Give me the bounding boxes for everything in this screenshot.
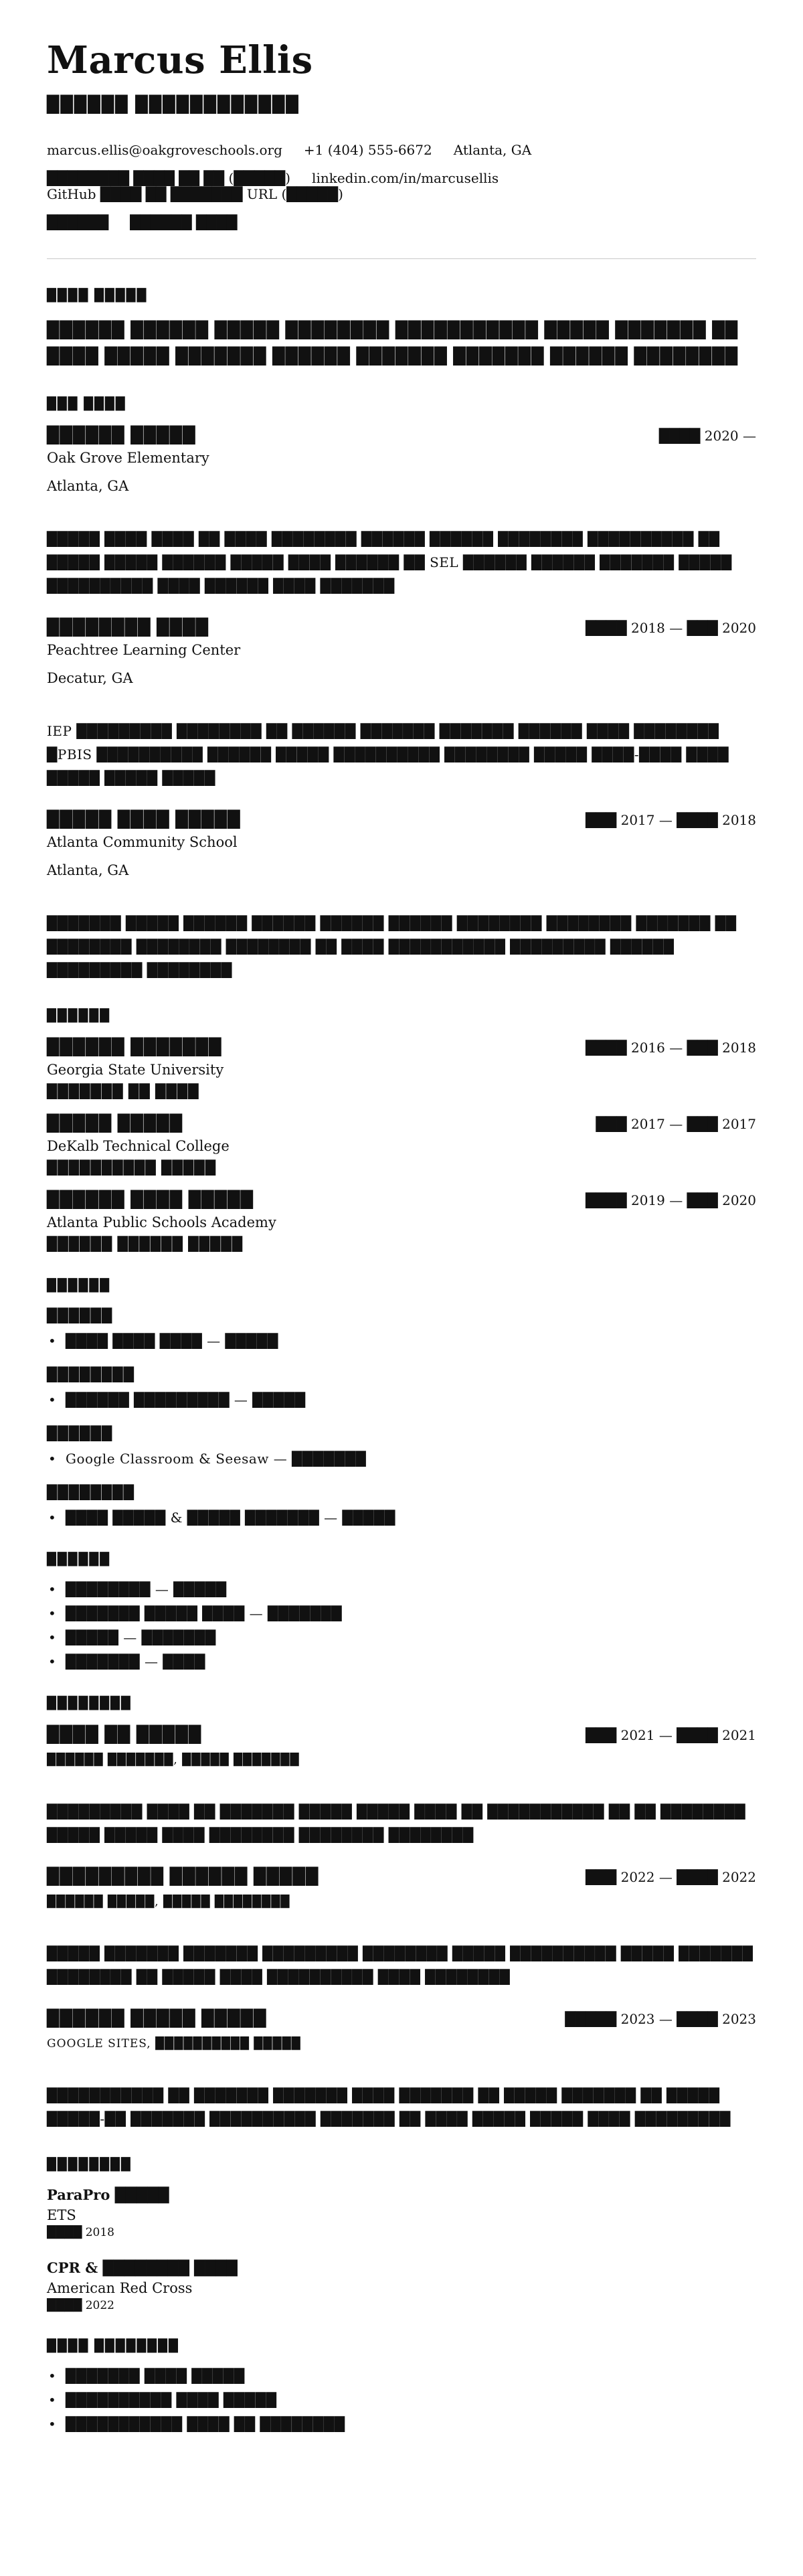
- skill-item: • ████ ████ ████ — █████: [47, 1333, 756, 1349]
- education-entry: [47, 1038, 756, 1099]
- header-divider: [47, 258, 756, 259]
- extra-info-1: ██████: [47, 214, 109, 230]
- interest-item: • ███████████ ████ ██ ████████: [47, 2416, 756, 2432]
- project-subtitle: ██████ ███████, █████ ███████: [47, 1753, 300, 1767]
- section-title-languages: ██████: [47, 1552, 111, 1566]
- project-description: █████ ███████ ███████ █████████ ████████ █████ ██████████ █████ ███████ ████████ ██ █████ ████ ██████████ ████ ████████: [47, 1945, 753, 1985]
- skill-item: • ████ █████ & █████ ███████ — █████: [47, 1510, 756, 1526]
- project-dates: ███ 2021 — ████ 2021: [586, 1726, 756, 1743]
- employer-name: Atlanta Community School: [47, 833, 238, 850]
- education-dates: ███ 2017 — ███ 2017: [596, 1115, 756, 1132]
- headline: ██████ ████████████: [47, 94, 300, 114]
- certification-name: ParaPro █████: [47, 2186, 169, 2203]
- section-title-experience: ███ ████: [47, 396, 126, 411]
- language-item: • ███████ █████ ████ — ███████: [47, 1605, 756, 1621]
- employer-name: Peachtree Learning Center: [47, 641, 241, 658]
- resume-header: [47, 40, 756, 230]
- education-detail: ██████████ █████: [47, 1159, 217, 1176]
- job-title: ████████ ████: [47, 617, 209, 637]
- project-dates: ███ 2022 — ████ 2022: [586, 1868, 756, 1885]
- languages-section: [47, 1552, 756, 1670]
- github-link[interactable]: GitHub ████ ██ ███████ URL (█████): [47, 185, 343, 202]
- job-description: ███████ █████ ██████ ██████ ██████ ██████ ████████ ████████ ███████ ██ ████████ ████████ ████████ ██ ████ ███████████ █████████ ██████ █████████ ████████: [47, 914, 737, 978]
- linkedin-link[interactable]: linkedin.com/in/marcusellis: [312, 169, 499, 186]
- skill-item: • ██████ █████████ — █████: [47, 1392, 756, 1408]
- job-title: ██████ █████: [47, 425, 196, 445]
- job-dates: ████ 2020 —: [658, 427, 756, 444]
- project-entry: [47, 1867, 756, 1989]
- project-dates: █████ 2023 — ████ 2023: [565, 2010, 756, 2027]
- certification-issuer: ETS: [47, 2206, 76, 2223]
- job-title: █████ ████ █████: [47, 809, 241, 829]
- website-link[interactable]: ████████ ████ ██ ██ (█████): [47, 169, 291, 186]
- skill-group: [47, 1425, 756, 1467]
- school-name: Georgia State University: [47, 1061, 224, 1078]
- education-section: [47, 1009, 756, 1252]
- extra-info-2: ██████ ████: [130, 214, 238, 230]
- certifications-section: [47, 2158, 756, 2312]
- contact-row-links: [47, 170, 756, 202]
- certification-date: ████ 2022: [47, 2298, 114, 2312]
- email-link[interactable]: marcus.ellis@oakgroveschools.org: [47, 141, 282, 158]
- project-title: █████████ ██████ █████: [47, 1866, 319, 1886]
- section-title-education: ██████: [47, 1008, 111, 1023]
- education-entry: [47, 1190, 756, 1252]
- skill-group-name: ████████: [47, 1366, 135, 1382]
- project-subtitle: GOOGLE SITES, ██████████ █████: [47, 2036, 301, 2050]
- section-title-summary: ████ █████: [47, 288, 148, 303]
- certification-entry: [47, 2259, 756, 2312]
- summary-text: ██████ ██████ █████ ████████ ███████████ █████ ███████ ██ ████ █████ ███████ ██████ ███████ ███████ ██████ ████████: [47, 320, 739, 366]
- project-entry: [47, 1725, 756, 1847]
- job-description: IEP █████████ ████████ ██ ██████ ███████ ███████ ██████ ████ ████████ █PBIS ██████████ ██████ █████ ██████████ ████████ █████ ████-████ ████ █████ █████ █████: [47, 722, 729, 786]
- education-dates: ████ 2016 — ███ 2018: [586, 1039, 756, 1056]
- skill-item: • Google Classroom & Seesaw — ███████: [47, 1451, 756, 1467]
- section-title-certifications: ████████: [47, 2157, 132, 2172]
- education-dates: ████ 2019 — ███ 2020: [586, 1192, 756, 1208]
- contact-row-extra: [47, 214, 756, 230]
- employer-name: Oak Grove Elementary: [47, 449, 209, 466]
- degree-title: ██████ ████ █████: [47, 1190, 254, 1209]
- education-detail: ██████ ██████ █████: [47, 1235, 244, 1252]
- interest-item: • ██████████ ████ █████: [47, 2392, 756, 2408]
- skill-group: [47, 1484, 756, 1526]
- section-title-projects: ████████: [47, 1696, 132, 1710]
- certification-issuer: American Red Cross: [47, 2279, 193, 2296]
- project-title: ██████ █████ █████: [47, 2008, 267, 2028]
- person-name: Marcus Ellis: [47, 38, 313, 82]
- skill-group: [47, 1307, 756, 1349]
- interests-section: [47, 2339, 756, 2432]
- experience-entry: [47, 618, 756, 790]
- language-item: • █████ — ███████: [47, 1629, 756, 1645]
- project-description: █████████ ████ ██ ███████ █████ █████ ████ ██ ███████████ ██ ██ ████████ █████ █████ ████ ████████ ████████ ████████: [47, 1803, 746, 1843]
- language-item: • ████████ — █████: [47, 1581, 756, 1597]
- certification-entry: [47, 2186, 756, 2239]
- phone-text: +1 (404) 555-6672: [303, 141, 432, 158]
- job-dates: ████ 2018 — ███ 2020: [586, 619, 756, 636]
- project-entry: [47, 2009, 756, 2131]
- project-description: ███████████ ██ ███████ ███████ ████ ███████ ██ █████ ███████ ██ █████ █████-██ ███████ ██████████ ███████ ██ ████ █████ █████ ████ █████████: [47, 2087, 731, 2127]
- degree-title: █████ █████: [47, 1113, 183, 1133]
- degree-title: ██████ ███████: [47, 1037, 222, 1056]
- job-location: Atlanta, GA: [47, 477, 129, 494]
- school-name: DeKalb Technical College: [47, 1137, 230, 1154]
- experience-entry: [47, 810, 756, 982]
- experience-section: [47, 397, 756, 982]
- interest-item: • ███████ ████ █████: [47, 2368, 756, 2384]
- section-title-skills: ██████: [47, 1278, 111, 1293]
- job-location: Atlanta, GA: [47, 862, 129, 878]
- skill-group-name: ██████: [47, 1425, 113, 1441]
- job-dates: ███ 2017 — ████ 2018: [586, 811, 756, 828]
- skill-group-name: ████████: [47, 1483, 135, 1500]
- summary-section: [47, 289, 756, 370]
- experience-entry: [47, 426, 756, 598]
- certification-name: CPR & ████████ ████: [47, 2259, 238, 2276]
- project-title: ████ ██ █████: [47, 1724, 202, 1744]
- certification-date: ████ 2018: [47, 2225, 114, 2239]
- education-detail: ███████ ██ ████: [47, 1082, 199, 1099]
- contact-row-primary: [47, 142, 756, 158]
- section-title-interests: ████ ████████: [47, 2338, 179, 2353]
- location-text: Atlanta, GA: [453, 141, 532, 158]
- projects-section: [47, 1696, 756, 2131]
- education-entry: [47, 1114, 756, 1176]
- job-description: █████ ████ ████ ██ ████ ████████ ██████ ██████ ████████ ██████████ ██ █████ █████ ██████ █████ ████ ██████ ██ SEL ██████ ██████ ███████ █████ ██████████ ████ ██████ ████ ███████: [47, 530, 732, 594]
- job-location: Decatur, GA: [47, 669, 133, 686]
- school-name: Atlanta Public Schools Academy: [47, 1214, 276, 1230]
- skills-section: [47, 1279, 756, 1526]
- project-subtitle: ██████ █████, █████ ████████: [47, 1895, 290, 1909]
- skill-group-name: ██████: [47, 1307, 113, 1323]
- language-item: • ███████ — ████: [47, 1654, 756, 1670]
- skill-group: [47, 1366, 756, 1408]
